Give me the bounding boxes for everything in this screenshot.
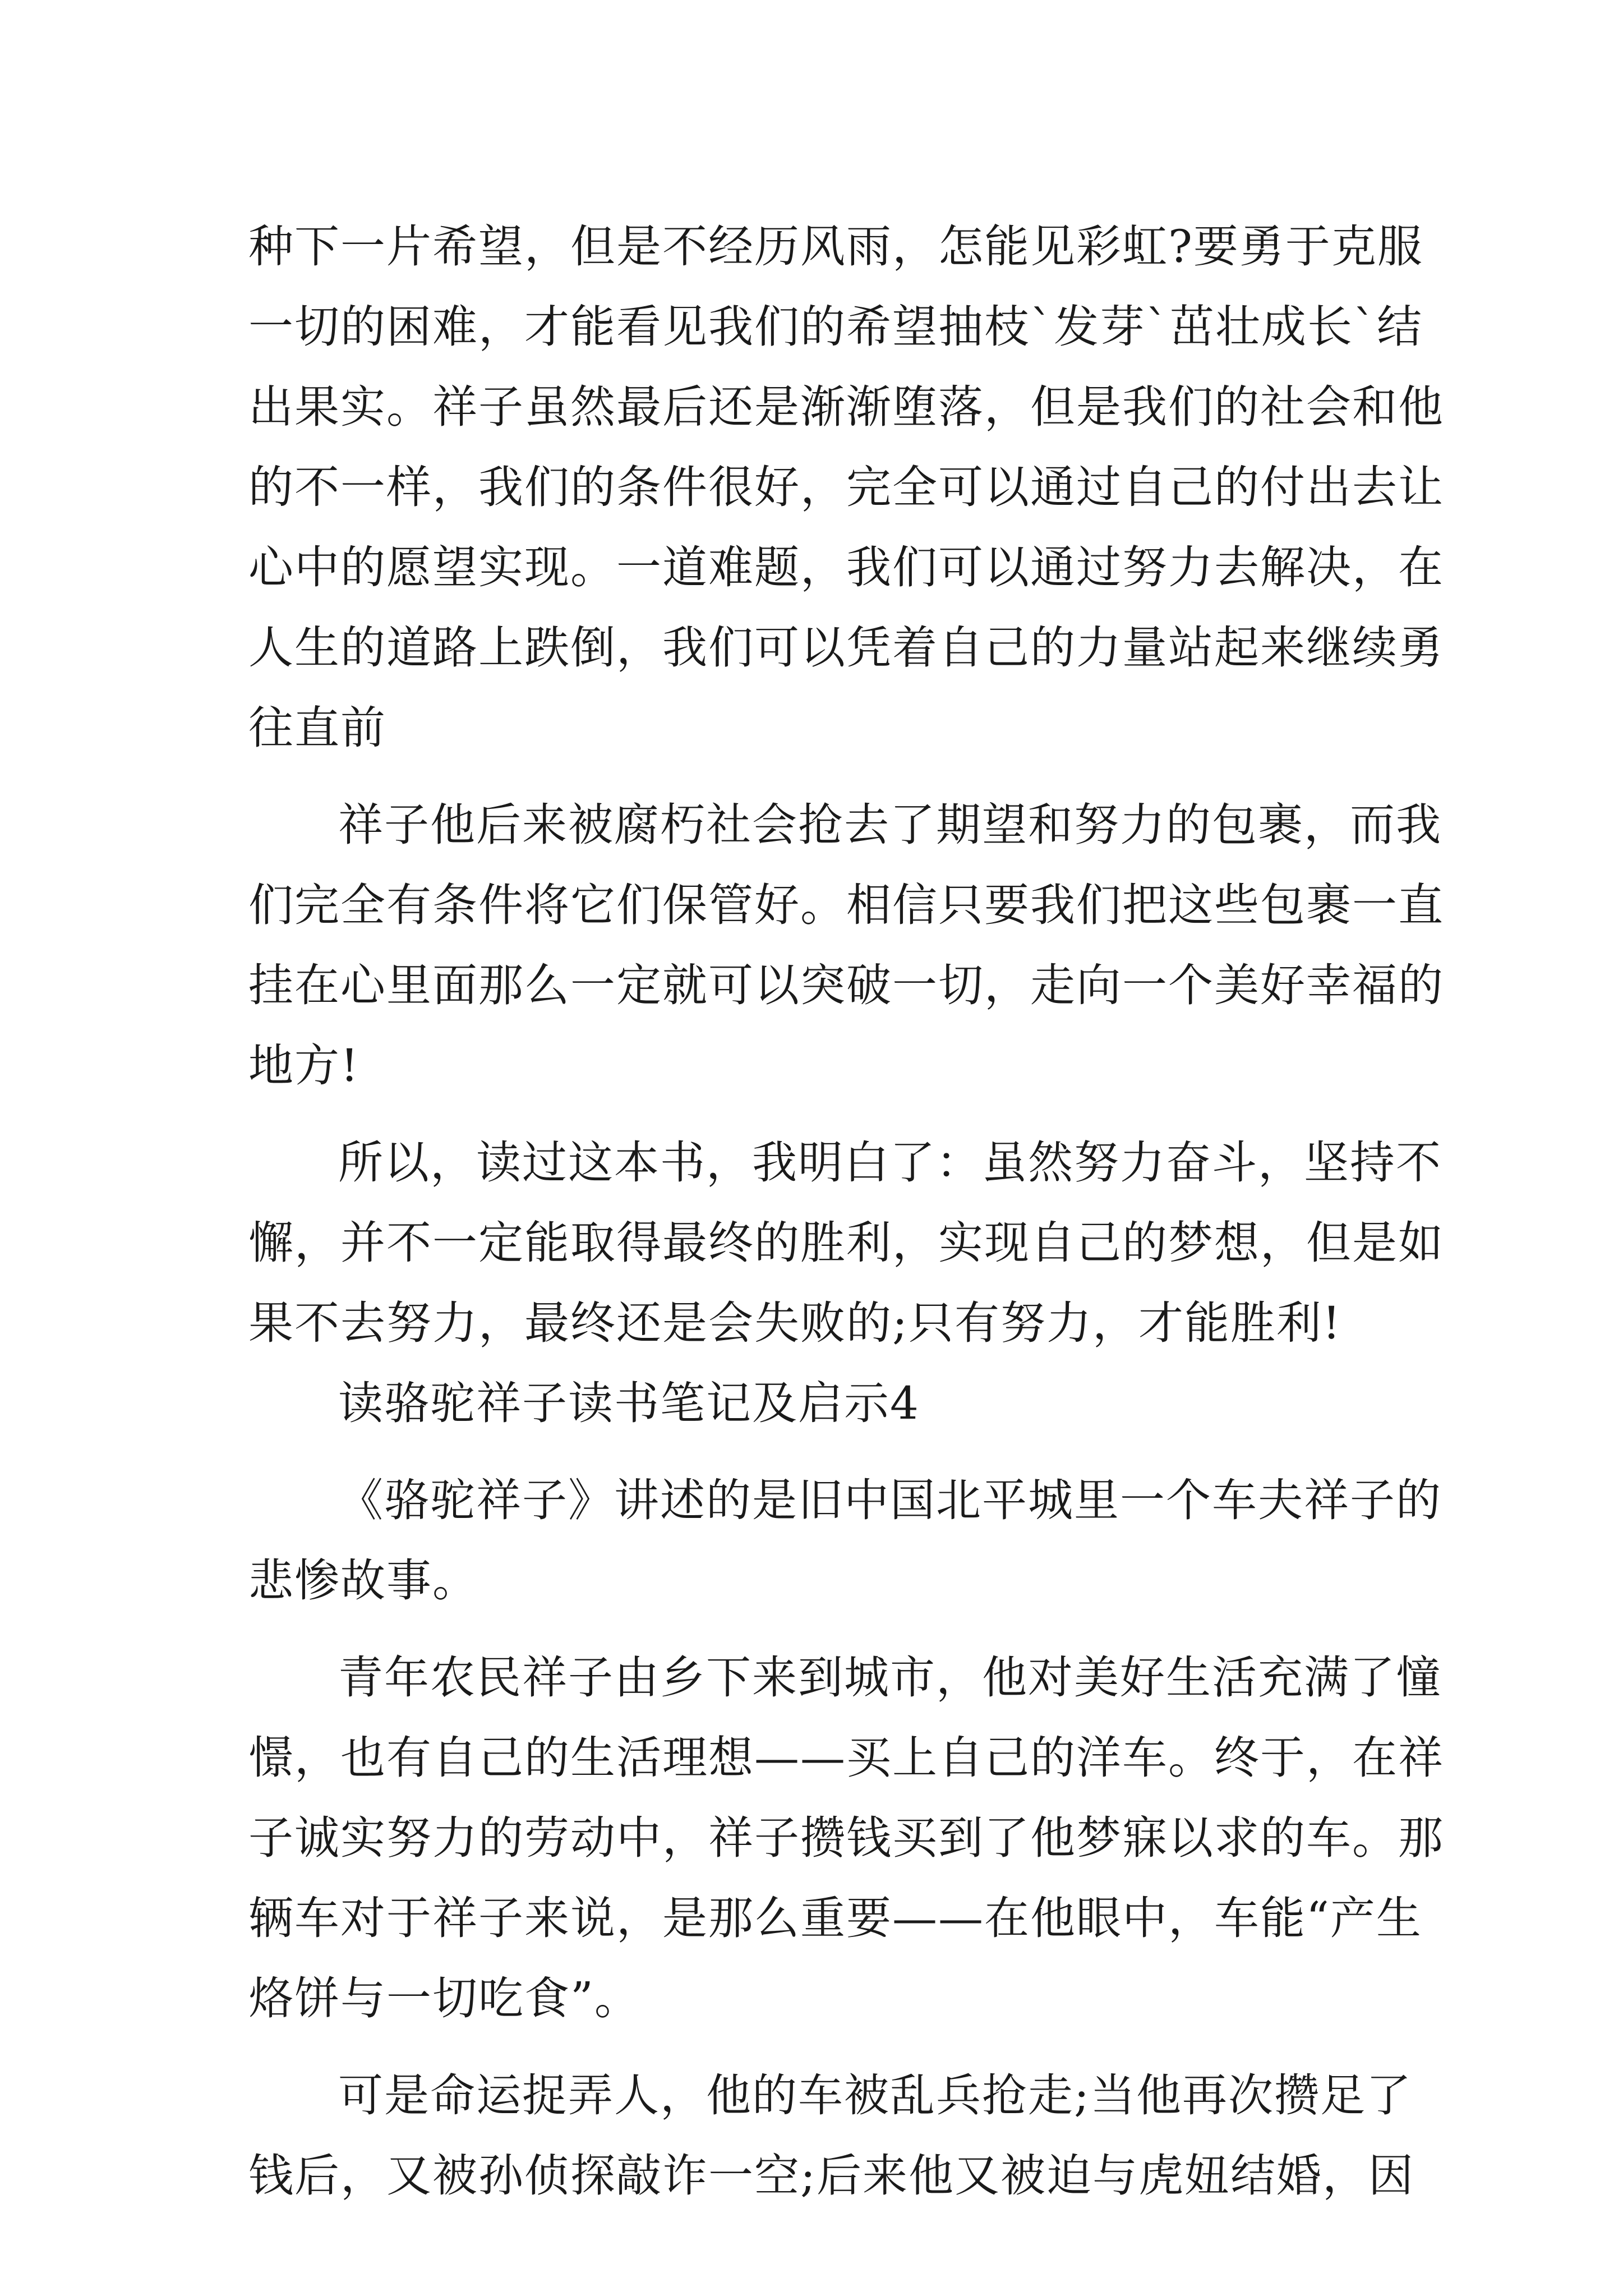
text-line: 种下一片希望，但是不经历风雨，怎能见彩虹?要勇于克服 <box>248 220 1423 273</box>
text-line: 心中的愿望实现。一道难题，我们可以通过努力去解决，在 <box>248 541 1444 593</box>
text-line: 《骆驼祥子》讲述的是旧中国北平城里一个车夫祥子的 <box>338 1474 1442 1526</box>
paragraph <box>248 206 1444 768</box>
paragraph <box>248 1637 1444 2039</box>
text-line: 子诚实努力的劳动中，祥子攒钱买到了他梦寐以求的车。那 <box>248 1812 1444 1864</box>
text-line: 出果实。祥子虽然最后还是渐渐堕落，但是我们的社会和他 <box>248 381 1444 433</box>
paragraph <box>248 2055 1414 2216</box>
document-body <box>248 206 1444 2216</box>
text-line: 果不去努力，最终还是会失败的;只有努力，才能胜利! <box>248 1297 1342 1349</box>
text-line: 往直前 <box>248 702 386 754</box>
text-line: 的不一样，我们的条件很好，完全可以通过自己的付出去让 <box>248 461 1444 513</box>
text-line: 们完全有条件将它们保管好。相信只要我们把这些包裹一直 <box>248 879 1444 931</box>
text-line: 可是命运捉弄人，他的车被乱兵抢走;当他再次攒足了 <box>338 2069 1412 2122</box>
text-line: 所以，读过这本书，我明白了：虽然努力奋斗，坚持不 <box>338 1137 1442 1189</box>
text-line: 烙饼与一切吃食”。 <box>248 1972 640 2024</box>
text-line: 青年农民祥子由乡下来到城市，他对美好生活充满了憧 <box>338 1651 1442 1704</box>
text-line: 人生的道路上跌倒，我们可以凭着自己的力量站起来继续勇 <box>248 622 1444 674</box>
text-line: 地方! <box>248 1039 360 1092</box>
text-line: 钱后，又被孙侦探敲诈一空;后来他又被迫与虎妞结婚，因 <box>248 2150 1414 2202</box>
text-line: 憬，也有自己的生活理想——买上自己的洋车。终于，在祥 <box>248 1732 1444 1784</box>
section-title <box>248 1363 1381 1443</box>
text-line: 辆车对于祥子来说，是那么重要——在他眼中，车能“产生 <box>248 1892 1422 1944</box>
text-line: 懈，并不一定能取得最终的胜利，实现自己的梦想，但是如 <box>248 1217 1444 1269</box>
paragraph <box>248 785 1444 1106</box>
paragraph <box>248 1122 1444 1363</box>
text-line: 读骆驼祥子读书笔记及启示4 <box>338 1377 920 1429</box>
text-line: 一切的困难，才能看见我们的希望抽枝`发芽`茁壮成长`结 <box>248 301 1423 353</box>
text-line: 挂在心里面那么一定就可以突破一切，走向一个美好幸福的 <box>248 959 1444 1011</box>
paragraph <box>248 1460 1442 1621</box>
text-line: 悲惨故事。 <box>248 1554 478 1607</box>
text-line: 祥子他后来被腐朽社会抢去了期望和努力的包裹，而我 <box>338 799 1442 851</box>
